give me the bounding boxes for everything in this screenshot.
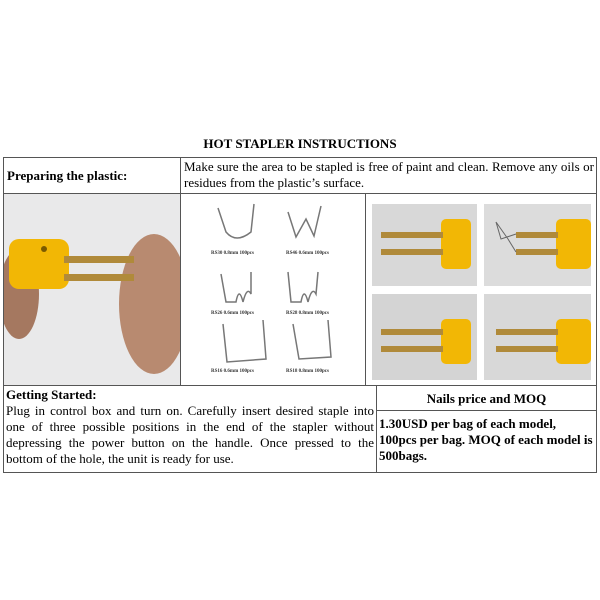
photo-hand-stapler bbox=[3, 193, 181, 386]
price-text: 1.30USD per bag of each model, 100pcs per bag. MOQ of each model is 500bags. bbox=[379, 416, 593, 463]
preparing-heading-cell bbox=[3, 157, 181, 194]
staple-label-1: RS46 0.6mm 100pcs bbox=[286, 251, 329, 256]
staple-label-0: RS30 0.8mm 100pcs bbox=[211, 251, 254, 256]
price-heading: Nails price and MOQ bbox=[426, 391, 547, 406]
stapler-tip-photos bbox=[365, 193, 597, 386]
document-title: HOT STAPLER INSTRUCTIONS bbox=[203, 136, 397, 151]
preparing-heading: Preparing the plastic: bbox=[7, 168, 128, 183]
staple-models bbox=[181, 194, 365, 385]
stapler-tip-photo-grid bbox=[366, 194, 596, 385]
getting-started-cell bbox=[3, 385, 377, 473]
price-text-cell bbox=[376, 410, 597, 473]
getting-started-heading: Getting Started: bbox=[6, 387, 97, 402]
preparing-text: Make sure the area to be stapled is free of paint and clean. Remove any oils or residues from the plastic’s surface. bbox=[184, 159, 594, 190]
staple-models-panel bbox=[180, 193, 366, 386]
hand-stapler-photo bbox=[4, 194, 180, 385]
price-heading-cell bbox=[376, 385, 597, 411]
staple-label-4: RS16 0.6mm 100pcs bbox=[211, 369, 254, 374]
staple-label-3: RS28 0.8mm 100pcs bbox=[286, 311, 329, 316]
getting-started-text: Plug in control box and turn on. Carefully insert desired staple into one of three possible positions in the end of the stapler without depressing the power button on the handle. Once pressed to the bottom of the hole, the unit is ready for use. bbox=[6, 403, 374, 466]
staple-label-2: RS26 0.6mm 100pcs bbox=[211, 311, 254, 316]
preparing-text-cell bbox=[180, 157, 597, 194]
staple-label-5: RS18 0.8mm 100pcs bbox=[286, 369, 329, 374]
